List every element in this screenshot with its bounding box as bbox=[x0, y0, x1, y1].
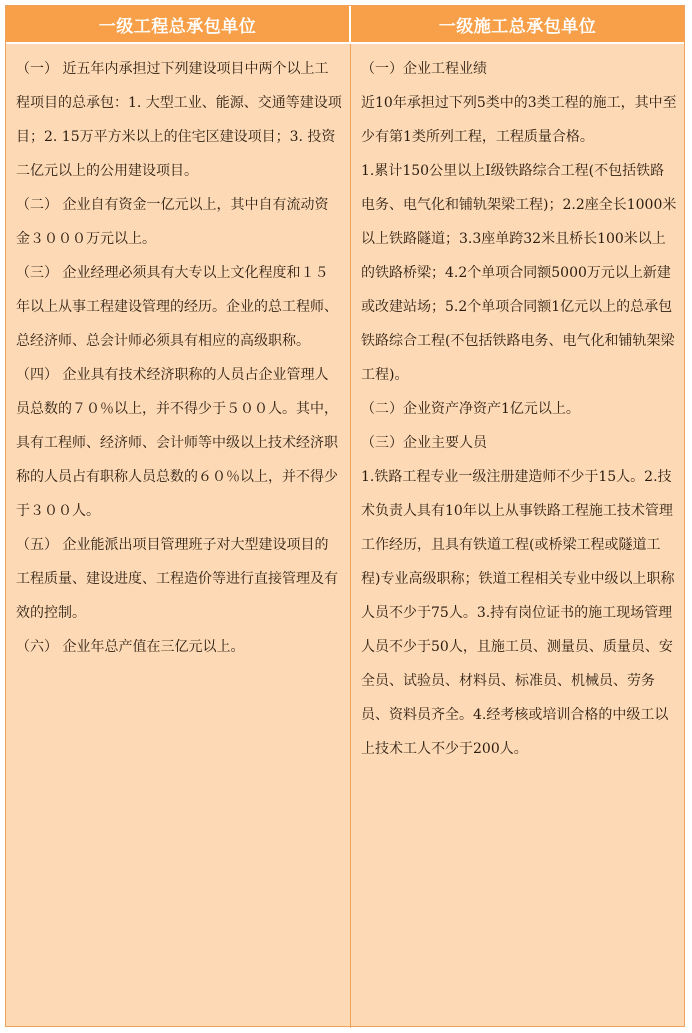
table-header bbox=[6, 6, 684, 44]
header-right: 一级施工总承包单位 bbox=[438, 16, 597, 37]
left-item-6: （六） 企业年总产值在三亿元以上。 bbox=[16, 639, 245, 655]
right-item-5: （三）企业主要人员 bbox=[361, 435, 487, 451]
left-item-1: （一） 近五年内承担过下列建设项目中两个以上工程项目的总承包：1. 大型工业、能源、交通等建设项目；2. 15万平方米以上的住宅区建设项目；3. 投资二亿元以上的公用建设项目。 bbox=[16, 61, 342, 179]
right-column bbox=[351, 44, 684, 1028]
left-item-3: （三） 企业经理必须具有大专以上文化程度和１５年以上从事工程建设管理的经历。企业的总工程师、总经济师、总会计师必须具有相应的高级职称。 bbox=[16, 265, 338, 349]
left-item-2: （二） 企业自有资金一亿元以上，其中自有流动资金３０００万元以上。 bbox=[16, 197, 329, 247]
left-item-5: （五） 企业能派出项目管理班子对大型建设项目的工程质量、建设进度、工程造价等进行直接管理及有效的控制。 bbox=[16, 537, 338, 621]
right-item-2: 近10年承担过下列5类中的3类工程的施工，其中至少有第1类所列工程，工程质量合格。 bbox=[361, 95, 677, 145]
table-body bbox=[6, 44, 684, 1028]
left-item-4: （四） 企业具有技术经济职称的人员占企业管理人员总数的７０％以上，并不得少于５００人。其中，具有工程师、经济师、会计师等中级以上技术经济职称的人员占有职称人员总数的６０％以上，并不得少于３００人。 bbox=[16, 367, 338, 519]
right-item-1: （一）企业工程业绩 bbox=[361, 61, 487, 77]
right-item-6: 1.铁路工程专业一级注册建造师不少于15人。2.技术负责人具有10年以上从事铁路工程施工技术管理工作经历，且具有铁道工程(或桥梁工程或隧道工程)专业高级职称；铁道工程相关专业中级以上职称人员不少于75人。3.持有岗位证书的施工现场管理人员不少于50人，且施工员、测量员、质量员、安全员、试验员、材料员、标准员、机械员、劳务员、资料员齐全。4.经考核或培训合格的中级工以上技术工人不少于200人。 bbox=[361, 469, 675, 757]
right-item-3: 1.累计150公里以上I级铁路综合工程(不包括铁路电务、电气化和铺轨架梁工程)；2.2座全长1000米以上铁路隧道；3.3座单跨32米且桥长100米以上的铁路桥梁；4.2个单项合同额5000万元以上新建或改建站场；5.2个单项合同额1亿元以上的总承包铁路综合工程(不包括铁路电务、电气化和铺轨架梁工程)。 bbox=[361, 163, 677, 383]
right-item-4: （二）企业资产净资产1亿元以上。 bbox=[361, 401, 580, 417]
header-left: 一级工程总承包单位 bbox=[6, 6, 351, 42]
qualification-table bbox=[5, 5, 685, 1027]
left-column bbox=[6, 44, 351, 1028]
